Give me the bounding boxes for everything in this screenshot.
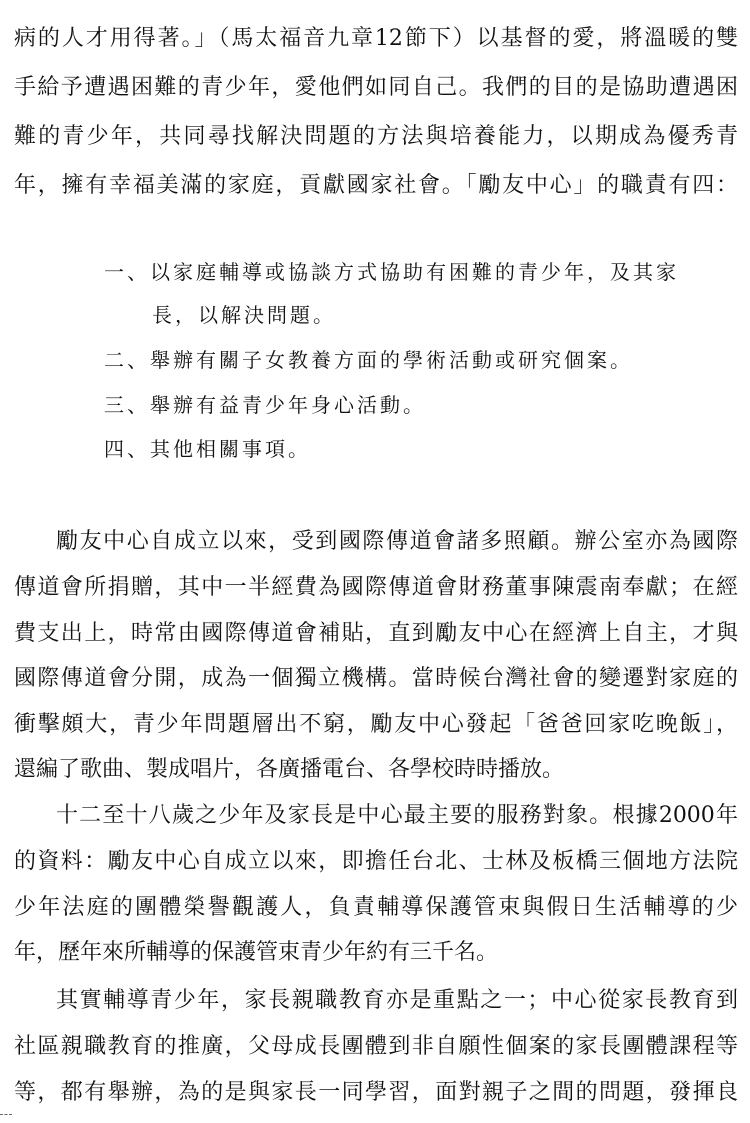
text-line: 年，擁有幸福美滿的家庭，貢獻國家社會。「勵友中心」的職責有四： xyxy=(14,173,738,198)
scan-edge-mark xyxy=(0,1114,12,1115)
text-line: 難的青少年，共同尋找解決問題的方法與培養能力，以期成為優秀青 xyxy=(14,124,738,149)
text-line: 衝擊頗大，青少年問題層出不窮，勵友中心發起「爸爸回家吃晚飯」， xyxy=(14,712,738,737)
text-line: 年，歷年來所輔導的保護管束青少年約有三千名。 xyxy=(14,940,499,965)
text-line: 病的人才用得著。」（馬太福音九章12節下）以基督的愛，將溫暖的雙 xyxy=(14,26,738,51)
text-line: 費支出上，時常由國際傳道會補貼，直到勵友中心在經濟上自主，才與 xyxy=(14,621,738,646)
text-line: 還編了歌曲、製成唱片，各廣播電台、各學校時時播放。 xyxy=(14,757,565,782)
duty-item: 三、舉辦有益青少年身心活動。 xyxy=(104,393,426,417)
text-line: 十二至十八歲之少年及家長是中心最主要的服務對象。根據2000年 xyxy=(56,803,738,828)
duty-item: 四、其他相關事項。 xyxy=(104,437,311,461)
text-line: 勵友中心自成立以來，受到國際傳道會諸多照顧。辦公室亦為國際 xyxy=(56,529,738,554)
text-line: 其實輔導青少年，家長親職教育亦是重點之一；中心從家長教育到 xyxy=(56,988,738,1013)
text-line: 少年法庭的團體榮譽觀護人，負責輔導保護管束與假日生活輔導的少 xyxy=(14,895,738,920)
text-line: 社區親職教育的推廣，父母成長團體到非自願性個案的家長團體課程等 xyxy=(14,1034,738,1059)
text-line: 等，都有舉辦，為的是與家長一同學習，面對親子之間的問題，發揮良 xyxy=(14,1080,738,1105)
duty-item: 一、以家庭輔導或協談方式協助有困難的青少年，及其家 xyxy=(104,260,679,284)
text-line: 手給予遭遇困難的青少年，愛他們如同自己。我們的目的是協助遭遇困 xyxy=(14,75,738,100)
text-line: 國際傳道會分開，成為一個獨立機構。當時候台灣社會的變遷對家庭的 xyxy=(14,666,738,691)
duty-item: 二、舉辦有關子女教養方面的學術活動或研究個案。 xyxy=(104,348,633,372)
text-line: 的資料：勵友中心自成立以來，即擔任台北、士林及板橋三個地方法院 xyxy=(14,849,738,874)
duty-item-continuation: 長，以解決問題。 xyxy=(152,303,336,327)
text-line: 傳道會所捐贈，其中一半經費為國際傳道會財務董事陳震南奉獻；在經 xyxy=(14,575,738,600)
